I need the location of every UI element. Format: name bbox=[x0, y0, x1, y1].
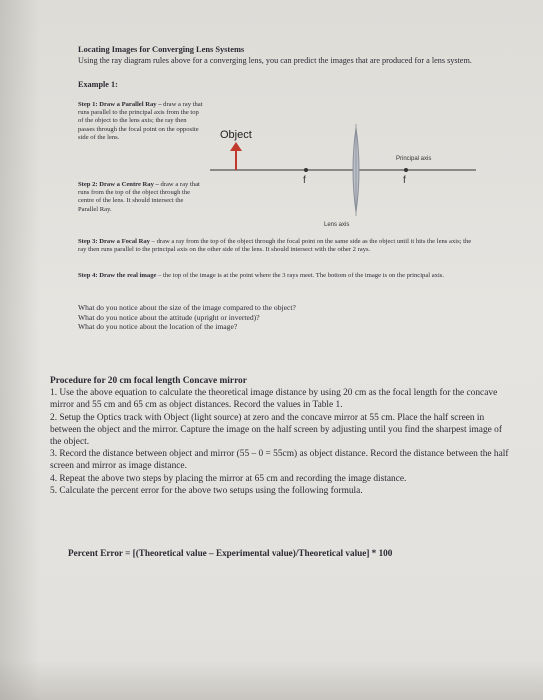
ray-diagram bbox=[208, 120, 478, 232]
question-item: What do you notice about the attitude (upright or inverted)? bbox=[78, 312, 260, 322]
step-2-text: draw a ray that runs from the top of the object through the centre of the lens. It should intersect the Parallel Ray. bbox=[78, 181, 200, 213]
step-4-label: Step 4: Draw the real image bbox=[78, 272, 157, 279]
step-3 bbox=[78, 238, 478, 254]
principal-axis-label: Principal axis bbox=[396, 156, 432, 162]
step-4-text: – the top of the image is at the point where the 3 rays meet. The bottom of the image is on the principal axis. bbox=[158, 272, 444, 279]
example-heading: Example 1: bbox=[78, 80, 118, 89]
focal-point-left bbox=[304, 168, 308, 172]
focal-point-right bbox=[404, 168, 408, 172]
step-2-label: Step 2: Draw a Centre Ray – bbox=[78, 181, 159, 188]
step-4 bbox=[78, 272, 478, 280]
object-arrow-head bbox=[230, 142, 242, 151]
questions-block bbox=[78, 303, 478, 332]
percent-error-formula: Percent Error = [(Theoretical value – Experimental value)/Theoretical value] * 100 bbox=[68, 548, 393, 558]
question-item: What do you notice about the size of the image compared to the object? bbox=[78, 303, 296, 312]
step-1 bbox=[78, 101, 203, 142]
procedure-item: 1. Use the above equation to calculate the theoretical image distance by using 20 cm as the focal length for the concave mirror and 55 cm and 65 cm as object distances. Record the values in Table 1. bbox=[50, 388, 498, 411]
question-item: What do you notice about the location of the image? bbox=[78, 322, 238, 332]
step-1-text: draw a ray that runs parallel to the principal axis from the top of the object to the lens axis; the ray then passes through the focal point on the opposite side of the lens. bbox=[78, 101, 203, 141]
procedure-item: 5. Calculate the percent error for the above two setups using the following formula. bbox=[50, 485, 363, 496]
page-shadow-bottom bbox=[0, 660, 543, 700]
procedure-section bbox=[50, 375, 510, 497]
page-shadow-left bbox=[0, 0, 40, 700]
focal-label-right: f bbox=[403, 175, 406, 186]
step-1-label: Step 1: Draw a Parallel Ray – bbox=[78, 101, 162, 108]
procedure-title: Procedure for 20 cm focal length Concave mirror bbox=[50, 376, 247, 386]
procedure-item: 4. Repeat the above two steps by placing the mirror at 65 cm and recording the image distance. bbox=[50, 473, 407, 484]
lens-axis-label: Lens axis bbox=[324, 222, 350, 228]
step-2 bbox=[78, 181, 203, 214]
object-label: Object bbox=[220, 129, 252, 141]
procedure-item: 3. Record the distance between object and mirror (55 – 0 = 55cm) as object distance. Record the distance between the half screen and mirror as image distance. bbox=[50, 449, 509, 472]
procedure-item: 2. Setup the Optics track with Object (light source) at zero and the concave mirror at 55 cm. Place the half screen in between the object and the mirror. Capture the image on the half screen by adjusting until you find the sharpest image of the object. bbox=[50, 412, 502, 448]
step-3-text: – draw a ray from the top of the object through the focal point on the same side as the object until it hits the lens axis; the ray then runs parallel to the principal axis on the other side of the lens. It should intersect with the other 2 rays. bbox=[78, 238, 472, 254]
step-3-label: Step 3: Draw a Focal Ray bbox=[78, 238, 150, 245]
intro-paragraph: Using the ray diagram rules above for a converging lens, you can predict the images that are produced for a lens system. bbox=[78, 56, 472, 65]
focal-label-left: f bbox=[303, 175, 306, 186]
section-title: Locating Images for Converging Lens Systems bbox=[78, 45, 245, 54]
